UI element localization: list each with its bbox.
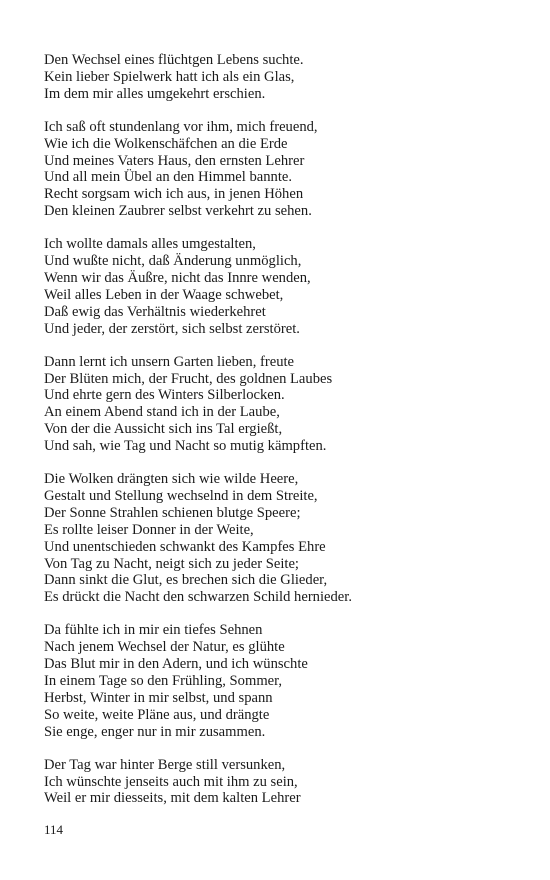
poem-line: Herbst, Winter in mir selbst, und spann	[44, 689, 273, 706]
poem-line: Es rollte leiser Donner in der Weite,	[44, 521, 254, 538]
poem-line: In einem Tage so den Frühling, Sommer,	[44, 673, 283, 689]
poem-line: Weil alles Leben in der Waage schwebet,	[44, 286, 284, 303]
stanza	[44, 119, 514, 220]
poem-line: Der Sonne Strahlen schienen blutge Speere;	[44, 504, 301, 521]
poem-line: Und sah, wie Tag und Nacht so mutig kämpften.	[44, 438, 327, 455]
poem-line: Da fühlte ich in mir ein tiefes Sehnen	[44, 622, 263, 639]
poem-line: Daß ewig das Verhältnis wiederkehret	[44, 303, 266, 320]
stanza	[44, 471, 514, 606]
poem-line: Im dem mir alles umgekehrt erschien.	[44, 85, 266, 102]
poem-line: Den kleinen Zaubrer selbst verkehrt zu sehen.	[44, 203, 312, 220]
poem-line: Von der die Aussicht sich ins Tal ergießt,	[44, 421, 283, 438]
stanza	[44, 622, 514, 740]
stanza	[44, 354, 514, 455]
poem-line: Das Blut mir in den Adern, und ich wünschte	[44, 656, 308, 673]
stanza	[44, 52, 514, 103]
poem-line: Dann sinkt die Glut, es brechen sich die Glieder,	[44, 572, 328, 589]
poem-line: Dann lernt ich unsern Garten lieben, freute	[44, 353, 295, 370]
poem-line: Und wußte nicht, daß Änderung unmöglich,	[44, 253, 302, 270]
stanza	[44, 757, 514, 808]
poem-line: Der Blüten mich, der Frucht, des goldnen Laubes	[44, 370, 333, 387]
poem-line: Und ehrte gern des Winters Silberlocken.	[44, 387, 285, 404]
poem-line: Sie enge, enger nur in mir zusammen.	[44, 723, 266, 740]
page-number: 114	[44, 822, 64, 837]
poem-line: Und all mein Übel an den Himmel bannte.	[44, 169, 293, 186]
stanza	[44, 236, 514, 337]
poem-line: Recht sorgsam wich ich aus, in jenen Höhen	[44, 186, 304, 203]
poem-line: Nach jenem Wechsel der Natur, es glühte	[44, 639, 285, 656]
poem-line: So weite, weite Pläne aus, und drängte	[44, 706, 270, 723]
poem-line: Die Wolken drängten sich wie wilde Heere,	[44, 471, 299, 488]
poem-line: Weil er mir diesseits, mit dem kalten Lehrer	[44, 790, 301, 807]
poem-line: Gestalt und Stellung wechselnd in dem Streite,	[44, 487, 318, 504]
poem-line: Von Tag zu Nacht, neigt sich zu jeder Seite;	[44, 555, 299, 572]
poem-text	[44, 52, 514, 823]
poem-line: Wie ich die Wolkenschäfchen an die Erde	[44, 135, 288, 152]
poem-line: Den Wechsel eines flüchtgen Lebens suchte.	[44, 52, 304, 68]
poem-line: Und meines Vaters Haus, den ernsten Lehrer	[44, 152, 305, 169]
poem-line: Ich saß oft stundenlang vor ihm, mich freuend,	[44, 118, 318, 135]
poem-line: Wenn wir das Äußre, nicht das Innre wenden,	[44, 269, 311, 286]
poem-line: Ich wollte damals alles umgestalten,	[44, 236, 256, 253]
poem-line: An einem Abend stand ich in der Laube,	[44, 404, 280, 421]
poem-line: Kein lieber Spielwerk hatt ich als ein Glas,	[44, 68, 295, 85]
poem-line: Und jeder, der zerstört, sich selbst zerstöret.	[44, 320, 300, 337]
poem-line: Und unentschieden schwankt des Kampfes Ehre	[44, 538, 326, 555]
poem-line: Ich wünschte jenseits auch mit ihm zu sein,	[44, 773, 298, 790]
poem-line: Der Tag war hinter Berge still versunken,	[44, 756, 286, 773]
poem-line: Es drückt die Nacht den schwarzen Schild hernieder.	[44, 589, 352, 606]
